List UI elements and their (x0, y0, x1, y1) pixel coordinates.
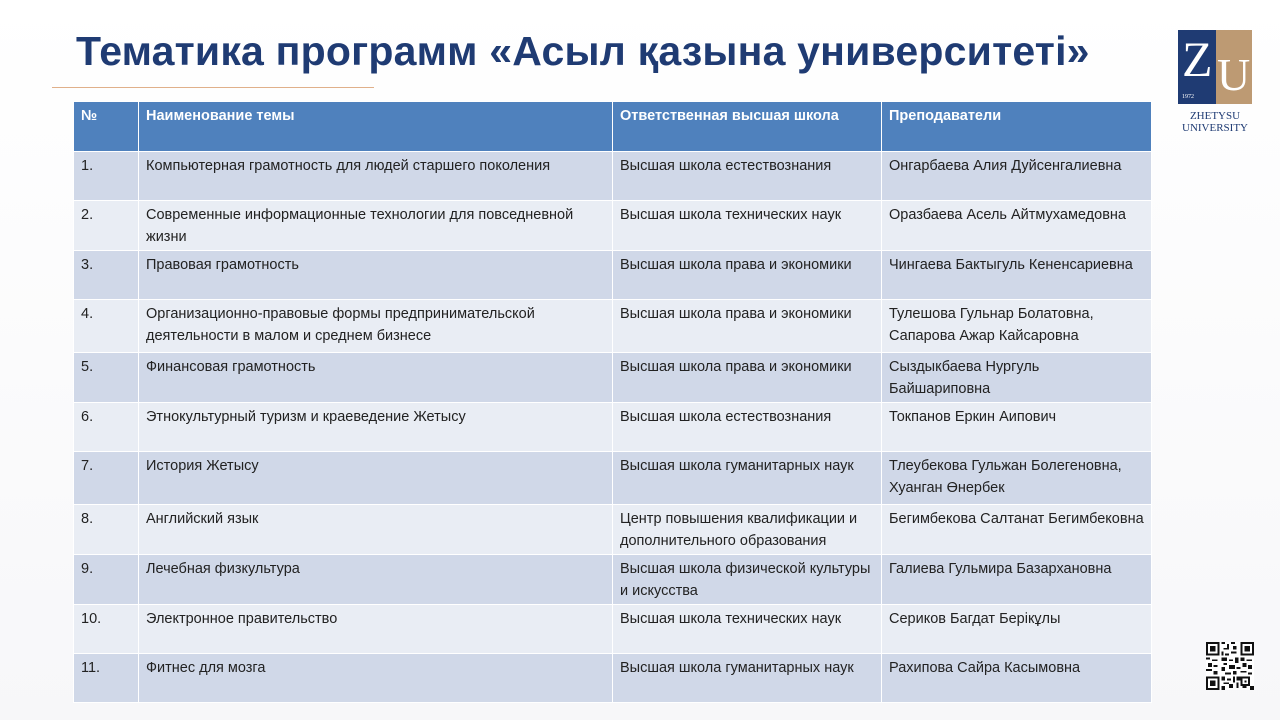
row-school: Центр повышения квалификации и дополнительного образования (613, 505, 882, 555)
row-teachers: Онгарбаева Алия Дуйсенгалиевна (882, 152, 1152, 201)
header-teachers: Преподаватели (882, 102, 1152, 152)
row-number: 9. (74, 555, 139, 605)
row-number: 1. (74, 152, 139, 201)
row-number: 2. (74, 201, 139, 251)
row-topic: Современные информационные технологии для повседневной жизни (139, 201, 613, 251)
row-number: 4. (74, 300, 139, 353)
header-number: № (74, 102, 139, 152)
row-teachers: Рахипова Сайра Касымовна (882, 654, 1152, 703)
row-school: Высшая школа гуманитарных наук (613, 654, 882, 703)
logo-name-line2: UNIVERSITY (1182, 122, 1248, 134)
title-underline (52, 87, 374, 88)
logo-letter-u: U (1217, 49, 1251, 100)
row-topic: Лечебная физкультура (139, 555, 613, 605)
university-logo (1176, 30, 1254, 140)
table-row (74, 300, 1152, 353)
row-topic: Английский язык (139, 505, 613, 555)
row-school: Высшая школа технических наук (613, 201, 882, 251)
table-row (74, 654, 1152, 703)
row-teachers: Тулешова Гульнар Болатовна, Сапарова Ажар Кайсаровна (882, 300, 1152, 353)
table-row (74, 505, 1152, 555)
row-number: 8. (74, 505, 139, 555)
row-teachers: Сериков Багдат Берікұлы (882, 605, 1152, 654)
row-number: 3. (74, 251, 139, 300)
row-teachers: Сыздыкбаева Нургуль Байшариповна (882, 353, 1152, 403)
row-school: Высшая школа права и экономики (613, 353, 882, 403)
row-number: 11. (74, 654, 139, 703)
themes-table (73, 101, 1152, 703)
row-teachers: Тлеубекова Гульжан Болегеновна, Хуанган Өнербек (882, 452, 1152, 505)
row-teachers: Токпанов Еркин Аипович (882, 403, 1152, 452)
row-teachers: Чингаева Бактыгуль Кененсариевна (882, 251, 1152, 300)
table-row (74, 403, 1152, 452)
row-teachers: Галиева Гульмира Базархановна (882, 555, 1152, 605)
table-row (74, 251, 1152, 300)
table-row (74, 605, 1152, 654)
table-row (74, 201, 1152, 251)
row-school: Высшая школа физической культуры и искусства (613, 555, 882, 605)
logo-letter-z: Z (1182, 31, 1213, 87)
logo-year: 1972 (1182, 94, 1194, 100)
logo-emblem (1178, 30, 1252, 104)
row-school: Высшая школа технических наук (613, 605, 882, 654)
row-school: Высшая школа естествознания (613, 403, 882, 452)
row-number: 10. (74, 605, 139, 654)
table-row (74, 152, 1152, 201)
row-number: 7. (74, 452, 139, 505)
logo-name-line1: ZHETYSU (1189, 110, 1241, 122)
row-school: Высшая школа гуманитарных наук (613, 452, 882, 505)
row-school: Высшая школа естествознания (613, 152, 882, 201)
row-teachers: Оразбаева Асель Айтмухамедовна (882, 201, 1152, 251)
header-school: Ответственная высшая школа (613, 102, 882, 152)
row-topic: Правовая грамотность (139, 251, 613, 300)
logo-university-name (1176, 110, 1254, 134)
row-school: Высшая школа права и экономики (613, 251, 882, 300)
row-topic: Электронное правительство (139, 605, 613, 654)
table-row (74, 555, 1152, 605)
row-topic: Фитнес для мозга (139, 654, 613, 703)
row-topic: Организационно-правовые формы предпринимательской деятельности в малом и среднем бизнесе (139, 300, 613, 353)
row-topic: Компьютерная грамотность для людей старшего поколения (139, 152, 613, 201)
table-row (74, 353, 1152, 403)
header-topic: Наименование темы (139, 102, 613, 152)
table-row (74, 452, 1152, 505)
row-topic: История Жетысу (139, 452, 613, 505)
table-header-row (74, 102, 1152, 152)
row-topic: Финансовая грамотность (139, 353, 613, 403)
row-topic: Этнокультурный туризм и краеведение Жетысу (139, 403, 613, 452)
row-number: 5. (74, 353, 139, 403)
row-number: 6. (74, 403, 139, 452)
row-school: Высшая школа права и экономики (613, 300, 882, 353)
qr-code-icon (1206, 642, 1254, 690)
row-teachers: Бегимбекова Салтанат Бегимбековна (882, 505, 1152, 555)
page-title: Тематика программ «Асыл қазына университеті» (76, 28, 1090, 74)
